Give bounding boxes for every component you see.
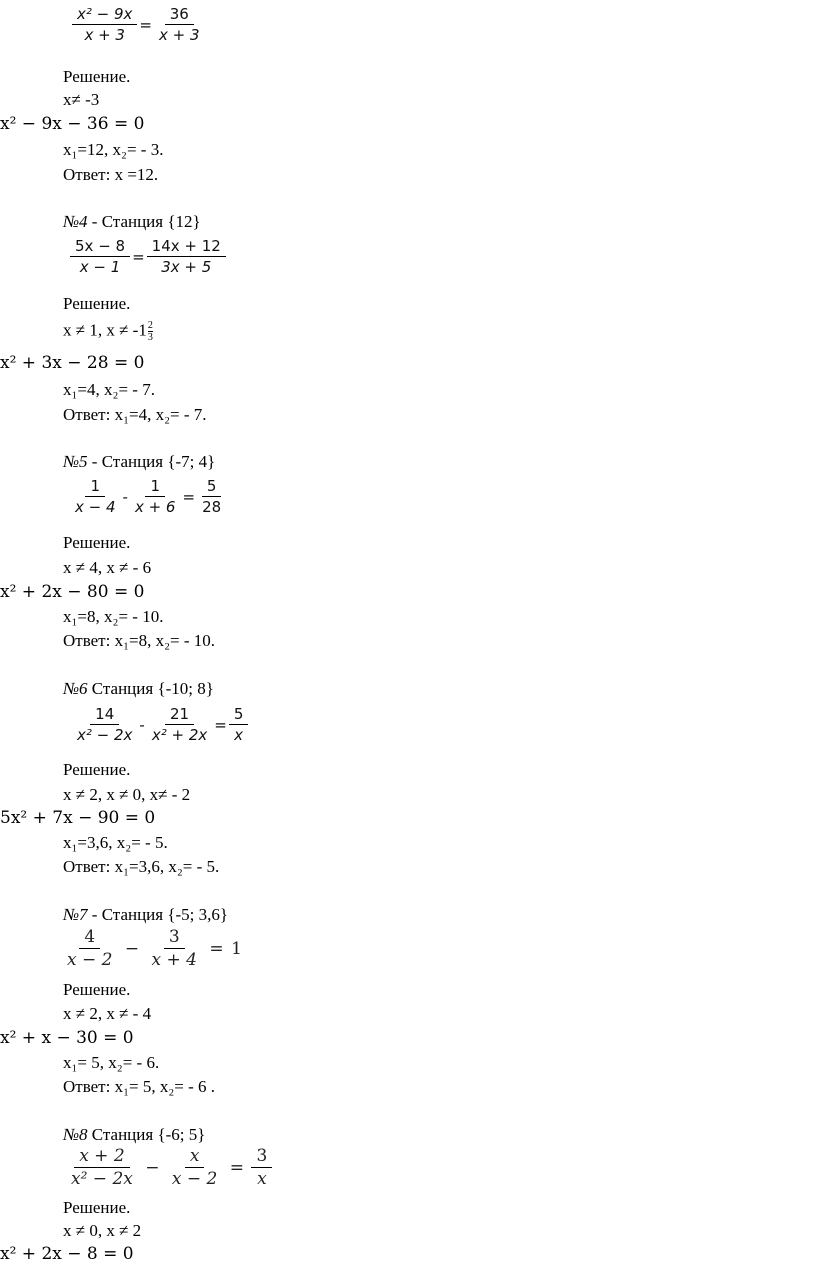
solution-label-8: Решение.	[63, 1198, 131, 1217]
roots-6: x₁=3,6, x₂= - 5.	[63, 833, 168, 852]
equation-5: $\frac{1}{x - 4}$ - $\frac{1}{x + 6}$ = $\frac{5}{28}$	[75, 477, 222, 516]
station-5: - Станция {-7; 4}	[87, 452, 216, 471]
equation-8: $\frac{x + 2}{\text{x² − 2x}}$ − $\frac{x}{x - 2}$ = $\frac{3}{x}$	[66, 1145, 272, 1190]
problem-number-6: №6	[63, 679, 88, 698]
roots-5: x₁=8, x₂= - 10.	[63, 607, 164, 626]
domain-7: x ≠ 2, x ≠ - 4	[63, 1004, 152, 1023]
heading-8	[63, 1125, 205, 1145]
station-4: - Станция {12}	[87, 212, 201, 231]
answer-4: Ответ: x₁=4, x₂= - 7.	[63, 405, 207, 424]
answer-6: Ответ: x₁=3,6, x₂= - 5.	[63, 857, 220, 876]
quadratic-3: x² − 9x − 36 = 0	[0, 114, 145, 134]
domain-4: x ≠ 1, x ≠ -1 $\frac{2}{3}$	[63, 320, 153, 343]
roots-4: x₁=4, x₂= - 7.	[63, 380, 155, 399]
equation-4: $\frac{5x - 8}{x - 1}$ = $\frac{14x + 12}{3x + 5}$	[70, 236, 226, 277]
domain-6: x ≠ 2, x ≠ 0, x≠ - 2	[63, 785, 191, 804]
quadratic-8: x² + 2x − 8 = 0	[0, 1244, 134, 1264]
roots-3: x₁=12, x₂= - 3.	[63, 140, 164, 159]
equation-3: $\frac{\text{x² − 9x}}{x + 3}$ = $\frac{36}{x + 3}$	[72, 4, 205, 45]
quadratic-6: 5x² + 7x − 90 = 0	[0, 808, 156, 828]
equation-7: $\frac{4}{x - 2}$ − $\frac{3}{x + 4}$ = 1	[67, 927, 242, 970]
domain-8: x ≠ 0, x ≠ 2	[63, 1221, 142, 1240]
solution-label-3: Решение.	[63, 67, 131, 86]
problem-number-8: №8	[63, 1125, 88, 1144]
heading-7	[63, 905, 228, 925]
answer-7: Ответ: x₁= 5, x₂= - 6 .	[63, 1077, 216, 1096]
station-7: - Станция {-5; 3,6}	[87, 905, 229, 924]
domain-3: x≠ -3	[63, 90, 100, 109]
solution-label-6: Решение.	[63, 760, 131, 779]
domain-5: x ≠ 4, x ≠ - 6	[63, 558, 152, 577]
station-8: Станция {-6; 5}	[87, 1125, 206, 1144]
problem-number-5: №5	[63, 452, 88, 471]
solution-label-5: Решение.	[63, 533, 131, 552]
mixed-fraction: $\frac{2}{3}$	[147, 320, 153, 343]
problem-number-4: №4	[63, 212, 88, 231]
quadratic-5: x² + 2x − 80 = 0	[0, 582, 145, 602]
quadratic-7: x² + x − 30 = 0	[0, 1028, 134, 1048]
problem-number-7: №7	[63, 905, 88, 924]
heading-4	[63, 212, 201, 232]
answer-3: Ответ: x =12.	[63, 165, 159, 184]
heading-5	[63, 452, 215, 472]
answer-5: Ответ: x₁=8, x₂= - 10.	[63, 631, 216, 650]
roots-7: x₁= 5, x₂= - 6.	[63, 1053, 160, 1072]
station-6: Станция {-10; 8}	[87, 679, 214, 698]
solution-label-7: Решение.	[63, 980, 131, 999]
heading-6	[63, 679, 214, 699]
equation-6: $\frac{14}{\text{x² − 2x}}$ - $\frac{21}{\text{x² + 2x}}$ = $\frac{5}{x}$	[72, 704, 248, 745]
solution-label-4: Решение.	[63, 294, 131, 313]
quadratic-4: x² + 3x − 28 = 0	[0, 353, 145, 373]
